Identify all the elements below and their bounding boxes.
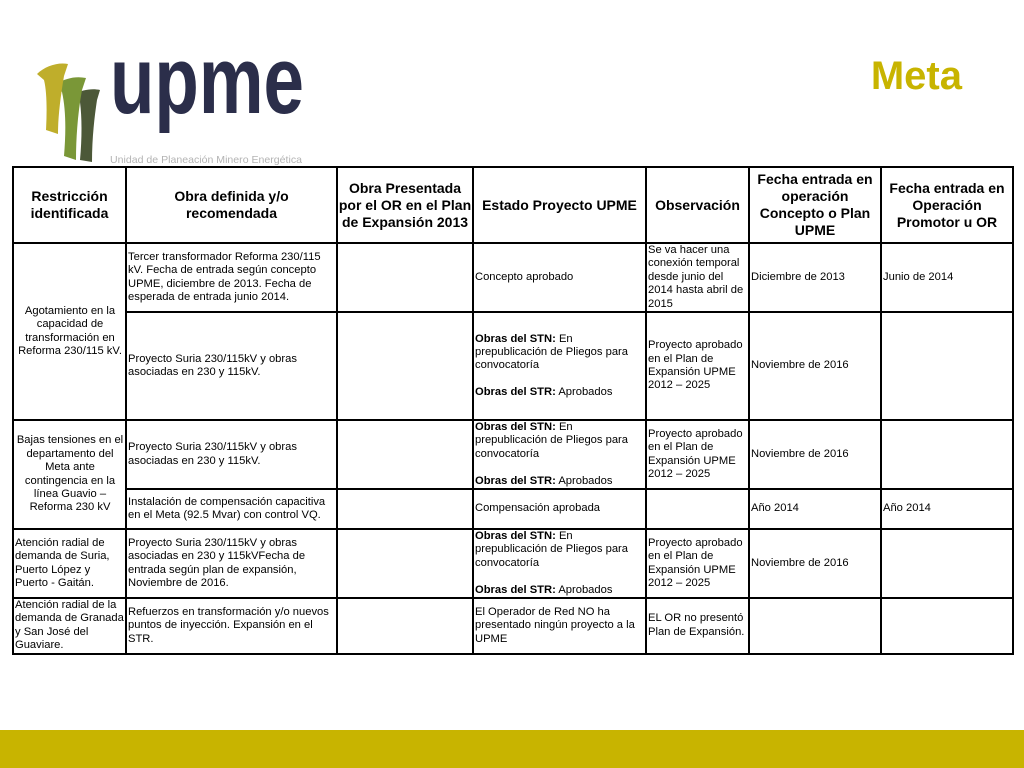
cell-fecha-upme: Año 2014 (749, 489, 881, 529)
table-row (13, 312, 1013, 420)
cell-fecha-or (881, 598, 1013, 654)
cell-estado: Compensación aprobada (473, 489, 646, 529)
slide-title: Meta (870, 54, 962, 98)
stn-status (475, 530, 645, 570)
cell-fecha-or (881, 420, 1013, 489)
cell-obra: Refuerzos en transformación y/o nuevos puntos de inyección. Expansión en el STR. (126, 598, 337, 654)
str-text: Aprobados (558, 474, 613, 487)
cell-obra-or (337, 529, 473, 598)
cell-obra-or (337, 489, 473, 529)
cell-observacion: EL OR no presentó Plan de Expansión. (646, 598, 749, 654)
footer-bar (0, 730, 1024, 768)
cell-obra-or (337, 420, 473, 489)
cell-obra: Proyecto Suria 230/115kV y obras asociadas en 230 y 115kVFecha de entrada según plan de expansión, Noviembre de 2016. (126, 529, 337, 598)
cell-observacion: Proyecto aprobado en el Plan de Expansión UPME 2012 – 2025 (646, 529, 749, 598)
cell-fecha-or: Junio de 2014 (881, 243, 1013, 312)
stn-text: En prepublicación de Pliegos para convocatoría (475, 421, 628, 460)
cell-estado (473, 529, 646, 598)
table-row (13, 598, 1013, 654)
str-label: Obras del STR: (475, 474, 556, 487)
stn-label: Obras del STN: (475, 530, 556, 543)
cell-restriccion: Bajas tensiones en el departamento del Meta ante contingencia en la línea Guavio – Reforma 230 kV (13, 420, 126, 529)
header-observacion: Observación (646, 167, 749, 243)
header-obra-or: Obra Presentada por el OR en el Plan de Expansión 2013 (337, 167, 473, 243)
cell-observacion (646, 489, 749, 529)
cell-fecha-upme (749, 598, 881, 654)
str-status (475, 475, 645, 488)
cell-obra: Tercer transformador Reforma 230/115 kV. Fecha de entrada según concepto UPME, diciembre de 2013. Fecha de esperada de entrada junio 2014. (126, 243, 337, 312)
header-fecha-upme: Fecha entrada en operación Concepto o Plan UPME (749, 167, 881, 243)
cell-obra: Instalación de compensación capacitiva en el Meta (92.5 Mvar) con control VQ. (126, 489, 337, 529)
header-restriccion: Restricción identificada (13, 167, 126, 243)
stn-status (475, 333, 645, 373)
upme-logo (0, 0, 320, 170)
cell-fecha-upme: Noviembre de 2016 (749, 312, 881, 420)
str-status (475, 386, 645, 399)
header-fecha-or: Fecha entrada en Operación Promotor u OR (881, 167, 1013, 243)
str-text: Aprobados (558, 583, 613, 596)
cell-obra: Proyecto Suria 230/115kV y obras asociadas en 230 y 115kV. (126, 312, 337, 420)
logo-wordmark: upme (110, 27, 304, 134)
stn-label: Obras del STN: (475, 421, 556, 434)
cell-estado: Concepto aprobado (473, 243, 646, 312)
cell-restriccion: Agotamiento en la capacidad de transformación en Reforma 230/115 kV. (13, 243, 126, 420)
stn-text: En prepublicación de Pliegos para convocatoría (475, 530, 628, 569)
cell-obra-or (337, 243, 473, 312)
stn-status (475, 421, 645, 461)
cell-estado: El Operador de Red NO ha presentado ningún proyecto a la UPME (473, 598, 646, 654)
cell-fecha-or (881, 312, 1013, 420)
cell-fecha-or (881, 529, 1013, 598)
table-row (13, 420, 1013, 489)
str-status (475, 584, 645, 597)
cell-obra-or (337, 598, 473, 654)
str-text: Aprobados (558, 386, 613, 399)
cell-observacion: Proyecto aprobado en el Plan de Expansión UPME 2012 – 2025 (646, 420, 749, 489)
table-header-row (13, 167, 1013, 243)
cell-obra-or (337, 312, 473, 420)
cell-estado (473, 420, 646, 489)
table-row (13, 243, 1013, 312)
cell-observacion: Se va hacer una conexión temporal desde junio del 2014 hasta abril de 2015 (646, 243, 749, 312)
stn-label: Obras del STN: (475, 332, 556, 345)
header-obra: Obra definida y/o recomendada (126, 167, 337, 243)
str-label: Obras del STR: (475, 386, 556, 399)
logo-tagline: Unidad de Planeación Minero Energética (110, 154, 303, 166)
cell-observacion: Proyecto aprobado en el Plan de Expansión UPME 2012 – 2025 (646, 312, 749, 420)
table-row (13, 529, 1013, 598)
cell-fecha-upme: Noviembre de 2016 (749, 420, 881, 489)
cell-fecha-or: Año 2014 (881, 489, 1013, 529)
projects-table (12, 166, 1014, 655)
cell-estado (473, 312, 646, 420)
cell-obra: Proyecto Suria 230/115kV y obras asociadas en 230 y 115kV. (126, 420, 337, 489)
cell-fecha-upme: Noviembre de 2016 (749, 529, 881, 598)
cell-fecha-upme: Diciembre de 2013 (749, 243, 881, 312)
str-label: Obras del STR: (475, 583, 556, 596)
table-row (13, 489, 1013, 529)
header-estado: Estado Proyecto UPME (473, 167, 646, 243)
stn-text: En prepublicación de Pliegos para convocatoría (475, 332, 628, 372)
cell-restriccion: Atención radial de la demanda de Granada y San José del Guaviare. (13, 598, 126, 654)
cell-restriccion: Atención radial de demanda de Suria, Puerto López y Puerto - Gaitán. (13, 529, 126, 598)
